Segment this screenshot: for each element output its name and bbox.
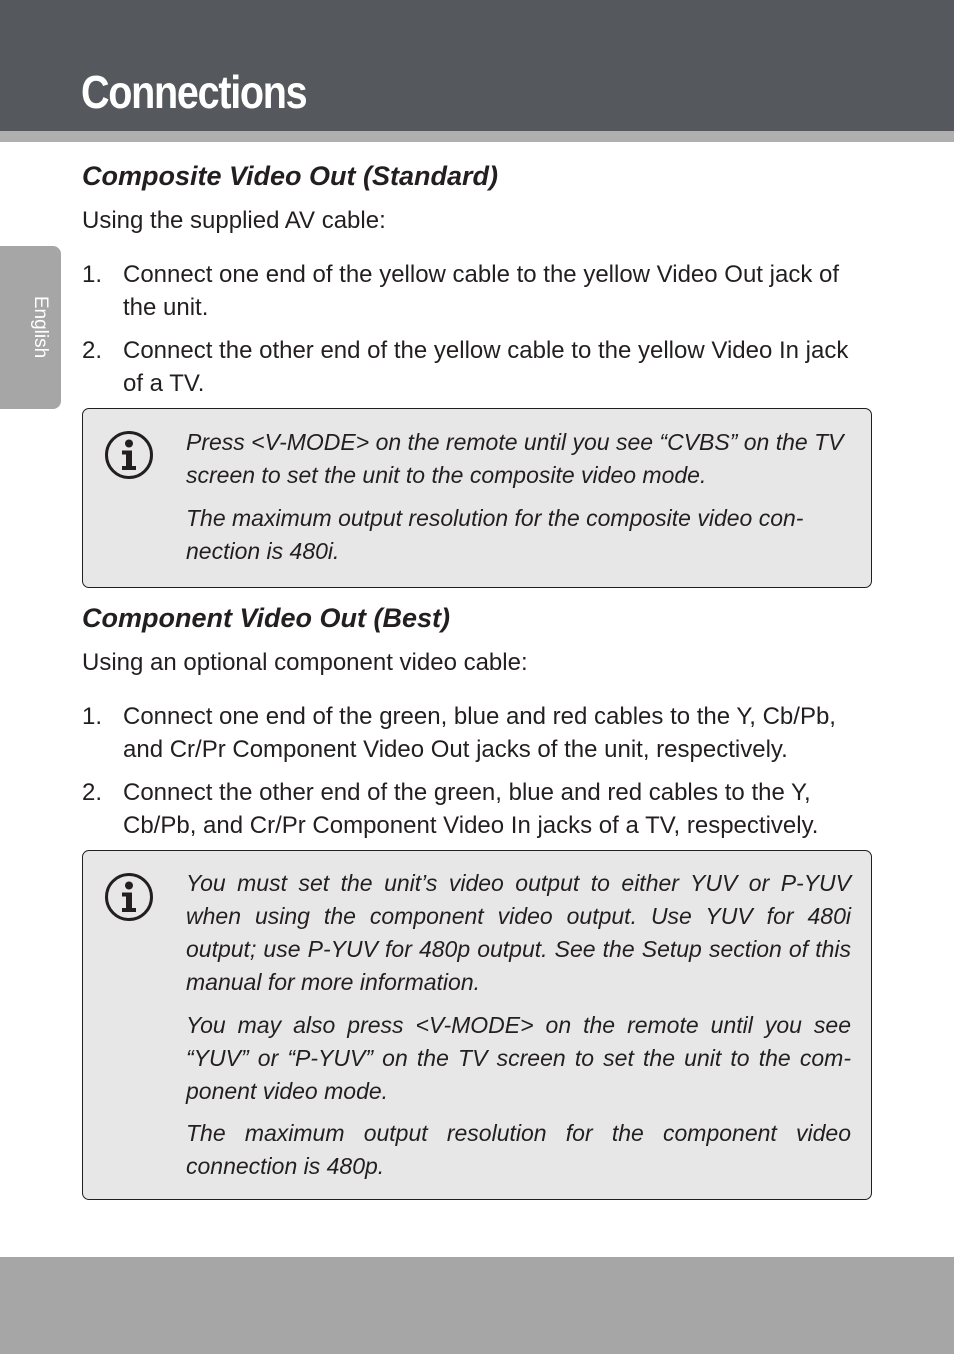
component-note-box	[82, 850, 872, 1200]
step-text: Connect the other end of the green, blue and red cables to the Y, Cb/Pb, and Cr/Pr Component Video In jacks of a TV, respectively.	[123, 779, 819, 839]
composite-step-1	[82, 258, 872, 324]
footer-band	[0, 1257, 954, 1354]
info-icon	[104, 430, 154, 480]
step-text: Connect one end of the green, blue and red cables to the Y, Cb/Pb, and Cr/Pr Component Video Out jacks of the unit, respectively.	[123, 703, 836, 763]
language-label: English	[30, 295, 51, 359]
composite-heading: Composite Video Out (Standard)	[82, 161, 499, 191]
composite-intro: Using the supplied AV cable:	[82, 207, 386, 234]
component-step-1	[82, 700, 872, 766]
step-number: 2.	[82, 337, 103, 364]
note-paragraph: You may also press <V-MODE> on the remote until you see “YUV” or “P-YUV” on the TV screen to set the unit to the com-ponent video mode.	[186, 1012, 851, 1104]
component-intro: Using an optional component video cable:	[82, 649, 528, 676]
note-paragraph: The maximum output resolution for the component video connection is 480p.	[186, 1120, 851, 1179]
step-number: 2.	[82, 779, 103, 806]
note-paragraph: You must set the unit’s video output to either YUV or P-YUV when using the component video output. Use YUV for 480i output; use P-YUV for 480p output. See the Setup section of this manual for more information.	[186, 870, 851, 995]
note-paragraph: The maximum output resolution for the composite video con-nection is 480i.	[186, 505, 804, 564]
step-number: 1.	[82, 703, 103, 730]
step-number: 1.	[82, 261, 103, 288]
step-text: Connect the other end of the yellow cable to the yellow Video In jack of a TV.	[123, 337, 849, 397]
composite-note-box	[82, 408, 872, 588]
step-text: Connect one end of the yellow cable to the yellow Video Out jack of the unit.	[123, 261, 840, 321]
note-paragraph: Press <V-MODE> on the remote until you see “CVBS” on the TV screen to set the unit to the composite video mode.	[186, 429, 844, 488]
component-heading: Component Video Out (Best)	[82, 603, 450, 633]
header-stripe	[0, 131, 954, 142]
composite-step-2	[82, 334, 872, 400]
page-title: Connections	[81, 66, 307, 118]
info-icon	[104, 872, 154, 922]
component-step-2	[82, 776, 872, 842]
